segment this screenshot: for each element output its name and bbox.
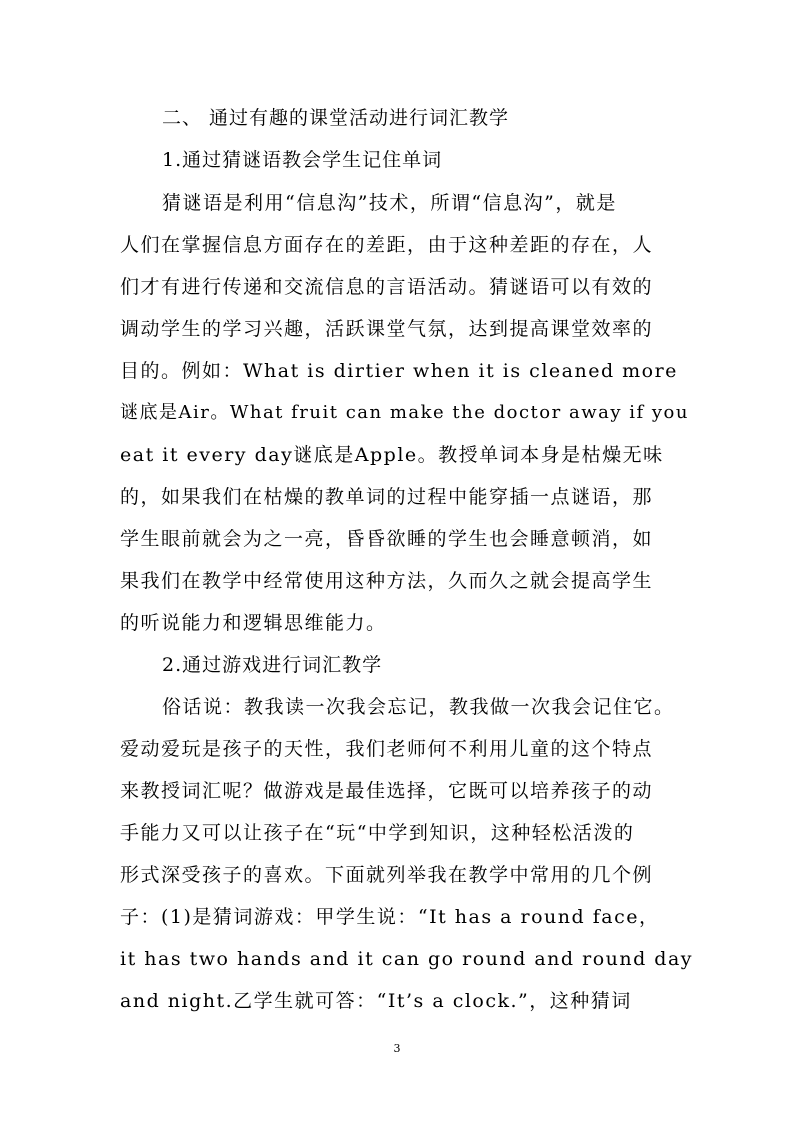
- paragraph-line: eat it every day谜底是Apple。教授单词本身是枯燥无味: [120, 444, 664, 466]
- page-number: 3: [393, 1042, 401, 1055]
- paragraph-line: 俗话说：教我读一次我会忘记，教我做一次我会记住它。: [162, 696, 675, 718]
- paragraph-line: 猜谜语是利用“信息沟”技术，所谓“信息沟”，就是: [162, 192, 617, 214]
- paragraph-line: it has two hands and it can go round and round day: [120, 948, 694, 970]
- paragraph-line: 的，如果我们在枯燥的教单词的过程中能穿插一点谜语，那: [120, 486, 654, 508]
- paragraph-line: 子：(1)是猜词游戏：甲学生说：“It has a round face，: [120, 906, 660, 928]
- paragraph-line: 们才有进行传递和交流信息的言语活动。猜谜语可以有效的: [120, 276, 654, 298]
- paragraph-line: 爱动爱玩是孩子的天性，我们老师何不利用儿童的这个特点: [120, 738, 654, 760]
- paragraph-line: 果我们在教学中经常使用这种方法，久而久之就会提高学生: [120, 570, 654, 592]
- paragraph-line: 调动学生的学习兴趣，活跃课堂气氛，达到提高课堂效率的: [120, 318, 654, 340]
- paragraph-line: 人们在掌握信息方面存在的差距，由于这种差距的存在，人: [120, 234, 654, 256]
- subsection-heading-2: 2.通过游戏进行词汇教学: [162, 654, 383, 676]
- paragraph-line: 来教授词汇呢？做游戏是最佳选择，它既可以培养孩子的动: [120, 780, 654, 802]
- paragraph-line: 的听说能力和逻辑思维能力。: [120, 612, 387, 634]
- section-heading: 二、 通过有趣的课堂活动进行词汇教学: [162, 107, 510, 129]
- paragraph-line: 手能力又可以让孩子在“玩“中学到知识，这种轻松活泼的: [120, 822, 635, 844]
- paragraph-line: and night.乙学生就可答：“It’s a clock.”，这种猜词: [120, 990, 632, 1012]
- paragraph-line: 谜底是Air。What fruit can make the doctor away if you: [120, 402, 689, 423]
- paragraph-line: 形式深受孩子的喜欢。下面就列举我在教学中常用的几个例: [120, 864, 654, 886]
- paragraph-line: 学生眼前就会为之一亮，昏昏欲睡的学生也会睡意顿消，如: [120, 528, 654, 550]
- paragraph-line: 目的。例如：What is dirtier when it is cleaned more: [120, 360, 678, 382]
- subsection-heading-1: 1.通过猜谜语教会学生记住单词: [162, 149, 443, 171]
